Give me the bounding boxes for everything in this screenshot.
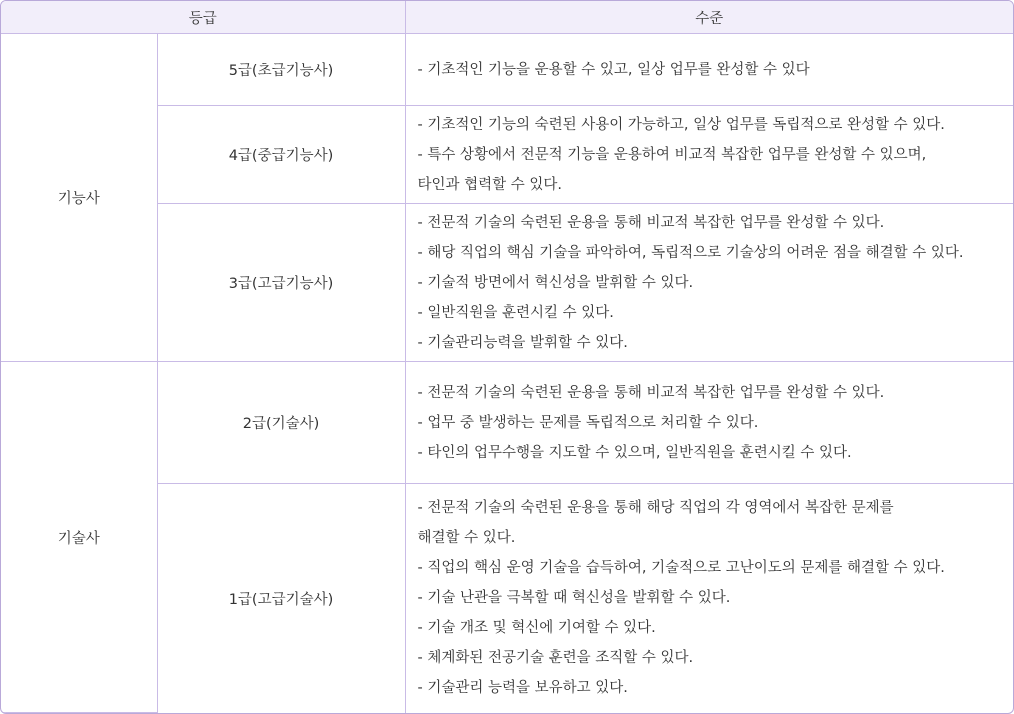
- level-line: - 기술 개조 및 혁신에 기여할 수 있다.: [417, 620, 656, 637]
- level-cell: [405, 34, 1013, 106]
- level-line: - 해당 직업의 핵심 기술을 파악하여, 독립적으로 기술상의 어려운 점을 해결할 수 있다.: [417, 244, 964, 261]
- header-grade: 등급: [1, 1, 405, 34]
- level-cell: [405, 204, 1013, 362]
- grade-cell: 5급(초급기능사): [157, 34, 405, 106]
- level-line: - 전문적 기술의 숙련된 운용을 통해 해당 직업의 각 영역에서 복잡한 문제를: [417, 500, 894, 517]
- level-line: 해결할 수 있다.: [417, 530, 516, 547]
- level-line: - 특수 상황에서 전문적 기능을 운용하여 비교적 복잡한 업무를 완성할 수 있으며,: [417, 146, 927, 163]
- level-line: - 기술 난관을 극복할 때 혁신성을 발휘할 수 있다.: [417, 590, 731, 607]
- level-line: - 체계화된 전공기술 훈련을 조직할 수 있다.: [417, 650, 694, 667]
- level-line: - 전문적 기술의 숙련된 운용을 통해 비교적 복잡한 업무를 완성할 수 있다.: [417, 214, 885, 231]
- level-cell: [405, 362, 1013, 484]
- table-row: [1, 34, 1013, 106]
- level-line: - 기술관리능력을 발휘할 수 있다.: [417, 334, 628, 351]
- header-level: 수준: [405, 1, 1013, 34]
- level-line: - 기초적인 기능을 운용할 수 있고, 일상 업무를 완성할 수 있다: [417, 61, 810, 78]
- grade-cell: 4급(중급기능사): [157, 106, 405, 204]
- level-line: - 직업의 핵심 운영 기술을 습득하여, 기술적으로 고난이도의 문제를 해결할 수 있다.: [417, 560, 945, 577]
- level-line: - 기술관리 능력을 보유하고 있다.: [417, 680, 628, 697]
- level-cell: [405, 106, 1013, 204]
- level-line: - 일반직원을 훈련시킬 수 있다.: [417, 304, 614, 321]
- level-line: - 기술적 방면에서 혁신성을 발휘할 수 있다.: [417, 274, 694, 291]
- level-line: - 타인의 업무수행을 지도할 수 있으며, 일반직원을 훈련시킬 수 있다.: [417, 444, 852, 461]
- level-line: - 업무 중 발생하는 문제를 독립적으로 처리할 수 있다.: [417, 414, 759, 431]
- grade-cell: 3급(고급기능사): [157, 204, 405, 362]
- grade-cell: 1급(고급기술사): [157, 484, 405, 713]
- level-line: - 기초적인 기능의 숙련된 사용이 가능하고, 일상 업무를 독립적으로 완성할 수 있다.: [417, 116, 945, 133]
- grade-level-table: [1, 1, 1013, 713]
- table-row: [1, 362, 1013, 484]
- group-name-engineer: 기술사: [1, 362, 157, 713]
- level-cell: [405, 484, 1013, 713]
- level-line: - 전문적 기술의 숙련된 운용을 통해 비교적 복잡한 업무를 완성할 수 있다.: [417, 384, 885, 401]
- group-name-technician: 기능사: [1, 34, 157, 362]
- table-header-row: [1, 1, 1013, 34]
- level-line: 타인과 협력할 수 있다.: [417, 176, 563, 193]
- grade-cell: 2급(기술사): [157, 362, 405, 484]
